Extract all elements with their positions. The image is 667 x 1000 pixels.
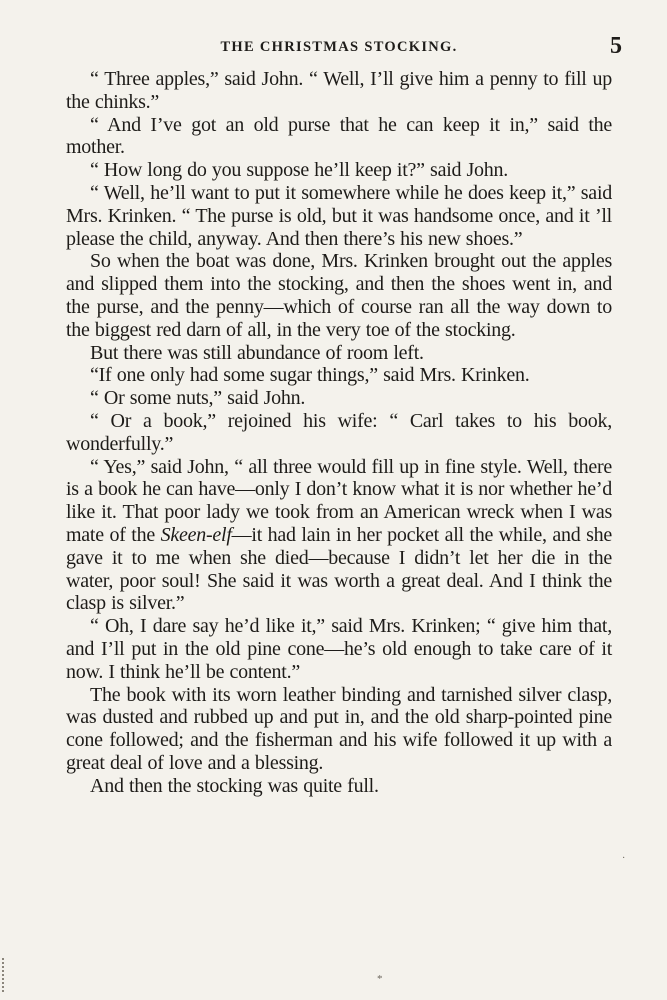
- ink-speck: ·: [622, 853, 626, 864]
- paragraph: “ Well, he’ll want to put it somewhere while he does keep it,” said Mrs. Krinken. “ The purse is old, but it was handsome once, and it ’ll please the child, anyway. And then there’s his new shoes.”: [66, 181, 612, 250]
- paragraph-text: —it had lain in her pocket all the while, and she gave it to me when she died—because I didn’t let her die in the water, poor soul! She said it was worth a great deal. And I think the clasp is silver.”: [66, 523, 612, 615]
- paragraph: “ Or a book,” rejoined his wife: “ Carl takes to his book, wonderfully.”: [66, 409, 612, 455]
- paragraph: The book with its worn leather binding and tarnished silver clasp, was dusted and rubbed up and put in, and the old sharp-pointed pine cone followed; and the fisherman and his wife followed it up with a great deal of love and a blessing.: [66, 683, 612, 774]
- margin-blemish: [2, 958, 14, 992]
- paragraph: “ And I’ve got an old purse that he can keep it in,” said the mother.: [66, 113, 612, 159]
- paragraph-yes: [66, 456, 612, 616]
- paragraph: But there was still abundance of room left.: [90, 341, 424, 364]
- paragraph: “ Or some nuts,” said John.: [90, 387, 306, 410]
- text-body: [66, 68, 612, 798]
- ship-name: Skeen-elf: [160, 523, 232, 546]
- paragraph: “ Oh, I dare say he’d like it,” said Mrs. Krinken; “ give him that, and I’ll put in the old pine cone—he’s old enough to take care of it now. I think he’ll be content.”: [66, 615, 612, 683]
- closing-paragraph: And then the stocking was quite full.: [90, 774, 379, 797]
- page-header: [62, 33, 622, 59]
- ink-speck: *: [377, 973, 383, 985]
- page-number: 5: [610, 33, 622, 59]
- paragraph-text: “ Yes,” said John, “ all three would fill up in fine style. Well, there is a book he can have—only I don’t know what it is nor whether he’d like it. That poor lady we took from an American wreck when I was mate of the: [66, 455, 612, 546]
- paragraph: So when the boat was done, Mrs. Krinken brought out the apples and slipped them into the stocking, and then the shoes went in, and the purse, and the penny—which of course ran all the way down to the biggest red darn of all, in the very toe of the stocking.: [66, 250, 612, 341]
- paragraph: “ How long do you suppose he’ll keep it?” said John.: [90, 159, 509, 182]
- paragraph: “ Three apples,” said John. “ Well, I’ll give him a penny to fill up the chinks.”: [66, 68, 612, 113]
- paragraph: “If one only had some sugar things,” said Mrs. Krinken.: [90, 364, 530, 387]
- running-head: THE CHRISTMAS STOCKING.: [220, 39, 458, 55]
